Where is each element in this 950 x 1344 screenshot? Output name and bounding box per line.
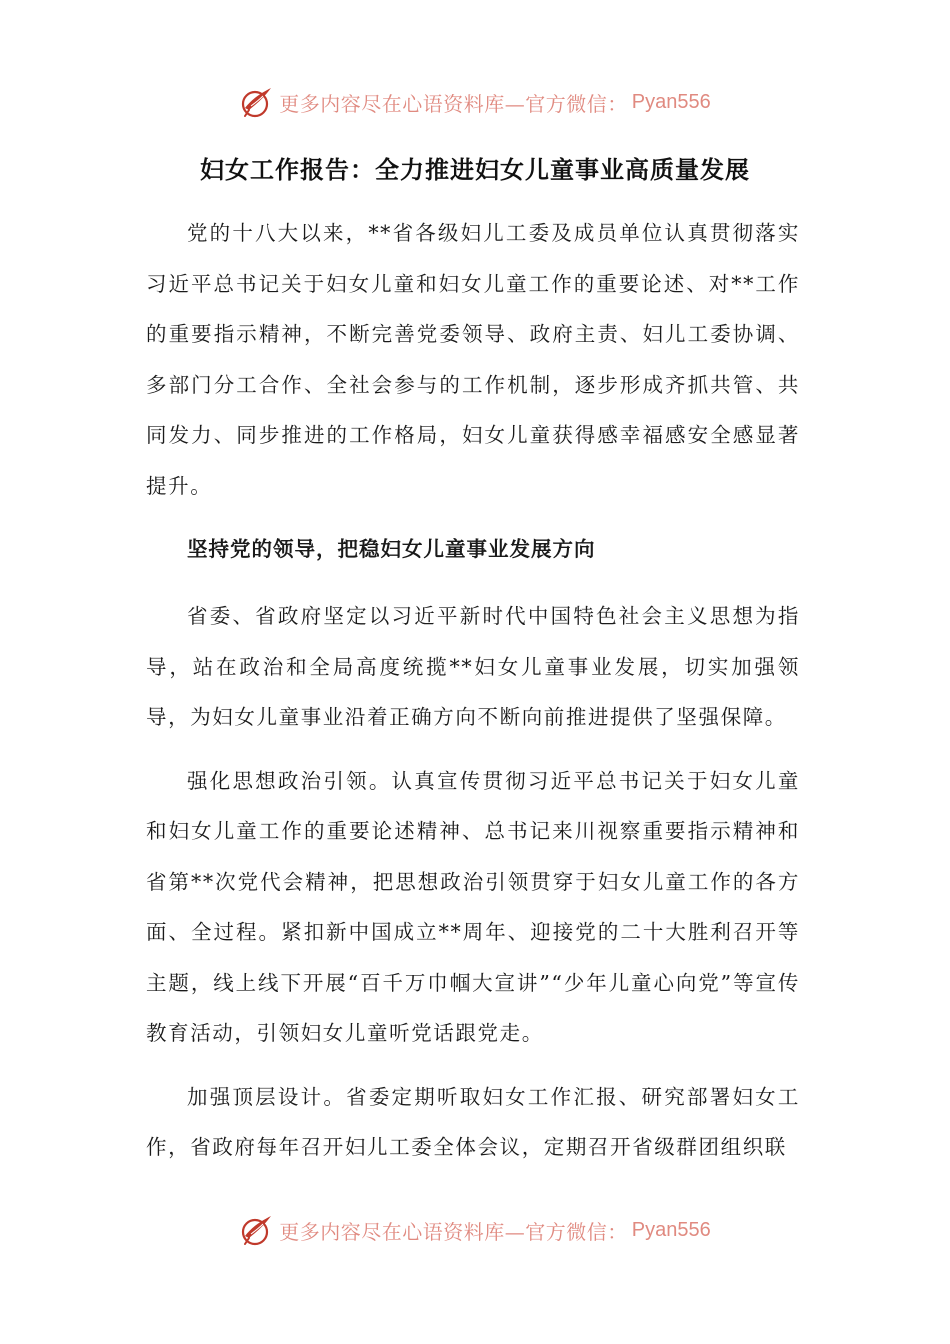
quill-pen-logo-icon xyxy=(239,1212,275,1248)
document-title: 妇女工作报告：全力推进妇女儿童事业高质量发展 xyxy=(200,155,750,184)
quill-pen-logo-icon xyxy=(239,84,275,120)
section-heading: 坚持党的领导，把稳妇女儿童事业发展方向 xyxy=(187,537,596,561)
paragraph-top-design: 加强顶层设计。省委定期听取妇女工作汇报、研究部署妇女工作，省政府每年召开妇儿工委全体会议，定期召开省级群团组织联 xyxy=(146,1084,800,1159)
paragraph-intro: 党的十八大以来，**省各级妇儿工委及成员单位认真贯彻落实习近平总书记关于妇女儿童和妇女儿童工作的重要论述、对**工作的重要指示精神，不断完善党委领导、政府主责、妇儿工委协调、多部门分工合作、全社会参与的工作机制，逐步形成齐抓共管、共同发力、同步推进的工作格局，妇女儿童获得感幸福感安全感显著提升。 xyxy=(146,221,800,498)
paragraph-leadership: 省委、省政府坚定以习近平新时代中国特色社会主义思想为指导，站在政治和全局高度统揽**妇女儿童事业发展，切实加强领导，为妇女儿童事业沿着正确方向不断向前推进提供了坚强保障。 xyxy=(146,604,800,729)
header-wechat-id: Pyan556 xyxy=(631,90,711,113)
footer-banner xyxy=(0,1210,950,1250)
header-banner-text: 更多内容尽在心语资料库—官方微信： xyxy=(279,91,628,116)
document-body xyxy=(146,208,800,1186)
footer-banner-text: 更多内容尽在心语资料库—官方微信： xyxy=(279,1219,628,1244)
header-banner xyxy=(0,82,950,122)
footer-wechat-id: Pyan556 xyxy=(631,1218,711,1241)
paragraph-ideology: 强化思想政治引领。认真宣传贯彻习近平总书记关于妇女儿童和妇女儿童工作的重要论述精神、总书记来川视察重要指示精神和省第**次党代会精神，把思想政治引领贯穿于妇女儿童工作的各方面、全过程。紧扣新中国成立**周年、迎接党的二十大胜利召开等主题，线上线下开展“百千万巾帼大宣讲”“少年儿童心向党”等宣传教育活动，引领妇女儿童听党话跟党走。 xyxy=(146,768,800,1045)
